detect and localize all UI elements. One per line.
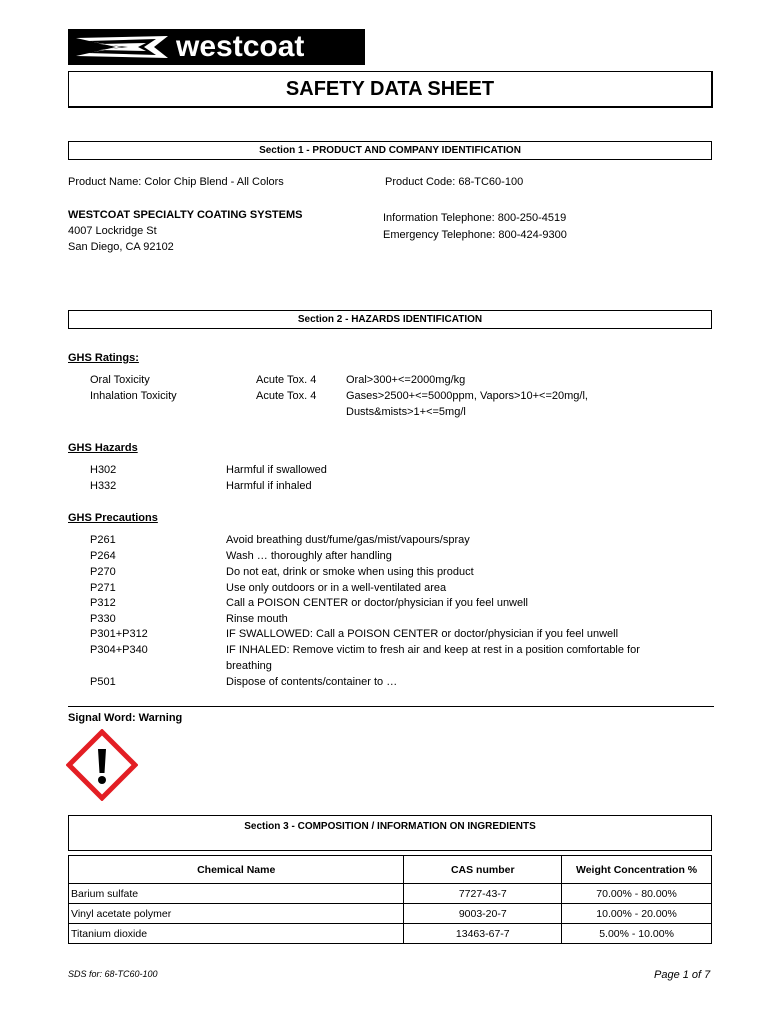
information-telephone: Information Telephone: 800-250-4519 (383, 212, 567, 224)
precaution-text-continued: breathing (226, 660, 272, 672)
table-row (69, 884, 712, 904)
hazard-text: Harmful if swallowed (226, 464, 327, 476)
precaution-text: Rinse mouth (226, 613, 288, 625)
precaution-text: Do not eat, drink or smoke when using this product (226, 566, 474, 578)
document-title-box (68, 71, 713, 108)
divider (68, 706, 714, 707)
precaution-text: Dispose of contents/container to … (226, 676, 398, 688)
precaution-text: Avoid breathing dust/fume/gas/mist/vapours/spray (226, 534, 470, 546)
chemical-name-cell: Barium sulfate (69, 884, 404, 904)
document-title: SAFETY DATA SHEET (285, 78, 495, 100)
signal-word: Signal Word: Warning (68, 712, 183, 724)
column-header: Weight Concentration % (562, 856, 712, 884)
precaution-code: P501 (90, 676, 116, 688)
rating-criteria: Gases>2500+<=5000ppm, Vapors>10+<=20mg/l, (346, 390, 588, 402)
westcoat-logo (68, 29, 365, 65)
rating-category: Acute Tox. 4 (256, 374, 317, 386)
rating-category: Acute Tox. 4 (256, 390, 317, 402)
logo-wing-icon (76, 36, 168, 58)
section1-title: Section 1 - PRODUCT AND COMPANY IDENTIFICATION (259, 145, 521, 156)
rating-criteria: Oral>300+<=2000mg/kg (346, 374, 466, 386)
precaution-code: P301+P312 (90, 628, 148, 640)
table-row (69, 924, 712, 944)
precaution-text: Use only outdoors or in a well-ventilated area (226, 582, 447, 594)
exclamation-mark-pictogram-icon (66, 729, 138, 801)
cas-number-cell: 7727-43-7 (404, 884, 562, 904)
cas-number-cell: 13463-67-7 (404, 924, 562, 944)
precaution-code: P270 (90, 566, 116, 578)
product-code: Product Code: 68-TC60-100 (385, 176, 524, 188)
weight-concentration-cell: 70.00% - 80.00% (562, 884, 712, 904)
precaution-text: IF SWALLOWED: Call a POISON CENTER or doctor/physician if you feel unwell (226, 628, 619, 640)
table-header-row (69, 856, 712, 884)
precaution-text: IF INHALED: Remove victim to fresh air and keep at rest in a position comfortable for (226, 644, 640, 656)
precaution-code: P264 (90, 550, 116, 562)
rating-name: Oral Toxicity (90, 374, 150, 386)
section1-header (68, 141, 712, 160)
column-header: Chemical Name (69, 856, 404, 884)
ghs-precautions-heading: GHS Precautions (68, 512, 158, 524)
chemical-name-cell: Vinyl acetate polymer (69, 904, 404, 924)
hazard-code: H302 (90, 464, 117, 476)
precaution-code: P304+P340 (90, 644, 148, 656)
weight-concentration-cell: 5.00% - 10.00% (562, 924, 712, 944)
company-address-line1: 4007 Lockridge St (68, 225, 157, 237)
precaution-code: P312 (90, 597, 116, 609)
emergency-telephone: Emergency Telephone: 800-424-9300 (383, 229, 567, 241)
ghs-hazards-heading: GHS Hazards (68, 442, 138, 454)
company-name: WESTCOAT SPECIALTY COATING SYSTEMS (68, 209, 303, 221)
section2-header (68, 310, 712, 329)
section2-title: Section 2 - HAZARDS IDENTIFICATION (297, 314, 483, 325)
ghs-ratings-heading: GHS Ratings: (68, 352, 139, 364)
footer-page-number: Page 1 of 7 (654, 969, 711, 981)
chemical-name-cell: Titanium dioxide (69, 924, 404, 944)
section3-header (68, 815, 712, 851)
logo-wordmark: westcoat (176, 30, 305, 63)
hazard-text: Harmful if inhaled (226, 480, 312, 492)
weight-concentration-cell: 10.00% - 20.00% (562, 904, 712, 924)
hazard-code: H332 (90, 480, 117, 492)
rating-name: Inhalation Toxicity (90, 390, 177, 402)
section3-title: Section 3 - COMPOSITION / INFORMATION ON INGREDIENTS (244, 821, 536, 832)
ingredients-table (68, 855, 712, 944)
product-name: Product Name: Color Chip Blend - All Colors (68, 176, 284, 188)
precaution-text: Wash … thoroughly after handling (226, 550, 392, 562)
company-address-line2: San Diego, CA 92102 (68, 241, 174, 253)
footer-sds-for: SDS for: 68-TC60-100 (68, 969, 158, 979)
precaution-code: P330 (90, 613, 116, 625)
rating-criteria-continued: Dusts&mists>1+<=5mg/l (346, 406, 466, 418)
table-row (69, 904, 712, 924)
precaution-text: Call a POISON CENTER or doctor/physician if you feel unwell (226, 597, 529, 609)
column-header: CAS number (404, 856, 562, 884)
cas-number-cell: 9003-20-7 (404, 904, 562, 924)
precaution-code: P271 (90, 582, 116, 594)
precaution-code: P261 (90, 534, 116, 546)
